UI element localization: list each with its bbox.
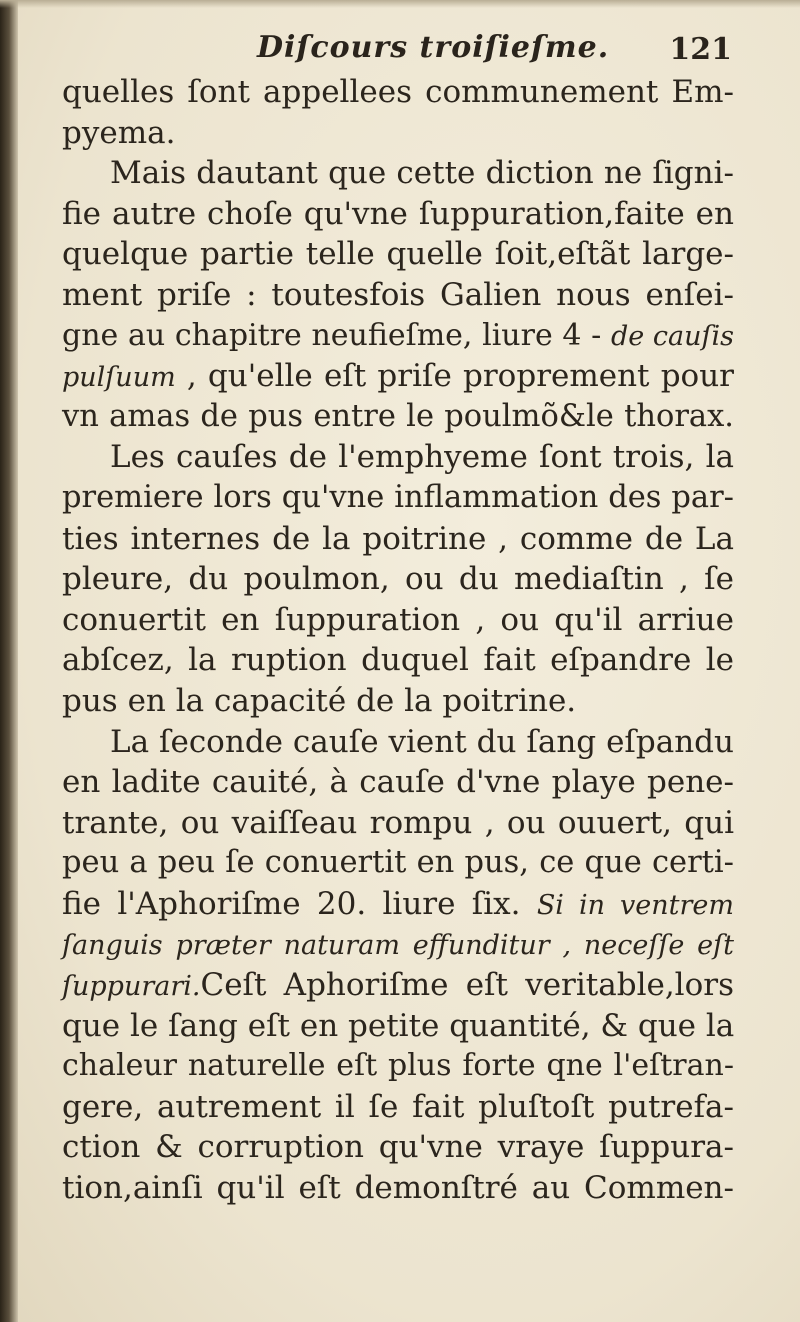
line-text: pyema. — [62, 114, 176, 151]
text-line — [62, 803, 734, 844]
line-text: gne au chapitre neufieſme, liure 4 - — [62, 317, 611, 353]
text-line — [62, 72, 734, 113]
line-text: gere, autrement il ſe fait pluſtoſt putrefa- — [62, 1088, 734, 1125]
line-text: premiere lors qu'vne inflammation des par- — [62, 479, 734, 515]
line-text: vn amas de pus entre le poulmõ&le thorax. — [62, 398, 734, 434]
line-text: La ſeconde cauſe vient du ſang eſpandu — [110, 723, 734, 760]
italic-text: Si in ventrem — [536, 889, 735, 921]
line-text: fie autre choſe qu'vne ſuppuration,faite en — [62, 195, 734, 232]
text-line — [62, 1127, 734, 1168]
text-line — [62, 600, 734, 641]
text-line — [62, 153, 734, 194]
line-text: abſcez, la ruption duquel fait eſpandre le — [62, 642, 734, 679]
text-line — [62, 681, 734, 722]
line-text: Les cauſes de l'emphyeme ſont trois, la — [110, 439, 734, 476]
line-text: en ladite cauité, à cauſe d'vne playe pene- — [62, 764, 734, 801]
text-line — [62, 519, 734, 560]
line-text: Ceſt Aphoriſme eſt veritable,lors — [200, 967, 734, 1004]
text-line — [62, 397, 734, 438]
text-line — [62, 559, 734, 600]
line-text: quelque partie telle quelle ſoit,eſtãt large- — [62, 236, 734, 273]
text-line — [62, 884, 734, 925]
text-line — [62, 1168, 734, 1209]
text-line — [62, 275, 734, 316]
line-text: trante, ou vaiſſeau rompu , ou ouuert, qui — [62, 804, 734, 841]
line-text: quelles ſont appellees communement Em- — [62, 74, 734, 110]
line-text: ment priſe : toutesfois Galien nous enſei- — [62, 276, 734, 313]
page-header — [62, 24, 734, 74]
body-text — [62, 72, 734, 1209]
text-line — [62, 478, 734, 519]
line-text: Mais dautant que cette diction ne ſigni- — [110, 155, 734, 192]
book-gutter — [0, 0, 18, 1322]
running-title: Diſcours troiſieſme. — [257, 30, 610, 65]
text-line — [62, 1087, 734, 1128]
line-text: fie l'Aphoriſme 20. liure ſix. — [62, 885, 537, 922]
page-number: 121 — [669, 32, 732, 67]
text-line — [62, 722, 734, 763]
text-line — [62, 194, 734, 235]
text-line — [62, 113, 734, 154]
text-line — [62, 843, 734, 884]
text-line — [62, 316, 734, 357]
line-text: que le ſang eſt en petite quantité, & que la — [62, 1007, 735, 1044]
text-line — [62, 356, 734, 397]
line-text: peu a peu ſe conuertit en pus, ce que certi- — [62, 845, 734, 881]
line-text: tion,ainſi qu'il eſt demonſtré au Commen- — [62, 1170, 734, 1207]
line-text: conuertit en ſuppuration , ou qu'il arriue — [62, 601, 734, 638]
line-text: ction & corruption qu'vne vraye ſuppura- — [62, 1129, 734, 1166]
text-line — [62, 234, 734, 275]
italic-text: ſuppurari. — [62, 971, 201, 1003]
text-line — [62, 1006, 734, 1047]
text-line — [62, 762, 734, 803]
italic-text: ſanguis præter naturam effunditur , neceſſe eſt — [62, 930, 734, 962]
line-text: ties internes de la poitrine , comme de La — [62, 520, 734, 557]
text-line — [62, 1046, 734, 1087]
text-line — [62, 924, 734, 965]
italic-text: de cauſis — [610, 320, 735, 352]
text-line — [62, 437, 734, 478]
page-top-edge — [0, 0, 800, 8]
line-text: pus en la capacité de la poitrine. — [62, 682, 577, 719]
italic-text: pulſuum — [62, 362, 176, 394]
line-text: , qu'elle eſt priſe proprement pour — [175, 358, 734, 395]
line-text: pleure, du poulmon, ou du mediaſtin , ſe — [62, 561, 734, 598]
line-text: chaleur naturelle eſt plus forte qne l'eſtran- — [62, 1048, 734, 1084]
text-line — [62, 965, 734, 1006]
text-line — [62, 640, 734, 681]
